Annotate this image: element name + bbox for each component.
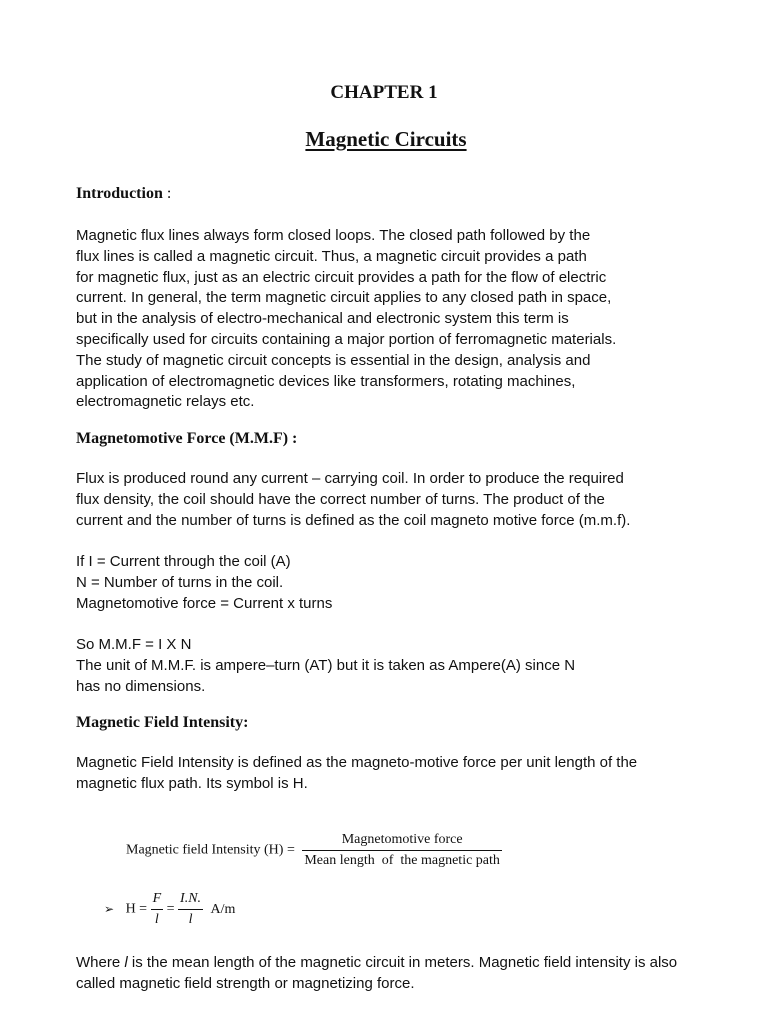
fraction-numerator: Magnetomotive force [302,832,502,851]
where-variable: l [124,954,128,971]
where-line: called magnetic field strength or magnetizing force. [76,974,415,992]
intro-heading [76,185,171,203]
intro-line: but in the analysis of electro-mechanical and electronic system this term is [76,310,569,328]
mfi-line: magnetic flux path. Its symbol is H. [76,774,308,792]
mmf-heading: Magnetomotive Force (M.M.F) : [76,430,298,447]
mmf-formula-paragraph [76,635,766,697]
mmf-line: flux density, the coil should have the correct number of turns. The product of the [76,490,605,508]
mfi-line: Magnetic Field Intensity is defined as the magneto-motive force per unit length of the [76,754,638,771]
fraction-denominator: l [188,912,193,927]
mmf-line: So M.M.F = I X N [76,636,192,653]
mmf-line: If I = Current through the coil (A) [76,553,291,570]
mmf-line: has no dimensions. [76,677,206,695]
equation-field-intensity-definition [126,832,502,869]
where-paragraph [76,953,766,995]
intro-line: for magnetic flux, just as an electric circuit provides a path for the flow of electric [76,268,607,286]
equation-unit: A/m [210,901,236,917]
where-pre: Where [76,954,125,971]
equation-fraction [302,832,502,869]
fraction-numerator: F [151,891,164,910]
page-title: Magnetic Circuits [305,127,467,151]
intro-heading-suffix: : [162,185,172,202]
intro-paragraph [76,226,766,413]
equation-lhs: Magnetic field Intensity (H) = [126,842,295,858]
mfi-heading: Magnetic Field Intensity: [76,714,249,731]
mfi-paragraph [76,753,766,795]
intro-line: specifically used for circuits containing a major portion of ferromagnetic materials. [76,330,617,348]
equals-sign: = [166,901,175,917]
intro-line: The study of magnetic circuit concepts is essential in the design, analysis and [76,351,591,369]
mmf-line: Flux is produced round any current – carrying coil. In order to produce the required [76,470,624,487]
intro-heading-text: Introduction [76,185,163,202]
fraction-numerator: I.N. [178,891,203,910]
equation-fraction [151,891,164,928]
equation-lhs: H = [125,901,148,917]
intro-line: Magnetic flux lines always form closed loops. The closed path followed by the [76,227,591,244]
fraction-denominator: Mean length of the magnetic path [304,853,500,868]
equation-fraction [178,891,203,928]
mmf-line: The unit of M.M.F. is ampere–turn (AT) but it is taken as Ampere(A) since N [76,656,576,674]
where-post: is the mean length of the magnetic circuit in meters. Magnetic field intensity is also [127,954,678,971]
intro-line: electromagnetic relays etc. [76,393,255,411]
mmf-line: current and the number of turns is defined as the coil magneto motive force (m.m.f). [76,511,631,529]
intro-line: application of electromagnetic devices like transformers, rotating machines, [76,372,576,390]
intro-line: flux lines is called a magnetic circuit. Thus, a magnetic circuit provides a path [76,247,587,265]
mmf-paragraph-1 [76,469,766,531]
chapter-label: CHAPTER 1 [330,82,438,103]
mmf-definitions [76,552,766,614]
equation-h-formula [104,891,235,928]
arrow-bullet-icon: ➢ [104,902,115,916]
mmf-line: Magnetomotive force = Current x turns [76,594,333,612]
mmf-line: N = Number of turns in the coil. [76,573,284,591]
fraction-denominator: l [154,912,159,927]
intro-line: current. In general, the term magnetic circuit applies to any closed path in space, [76,289,612,307]
where-line [76,953,766,974]
